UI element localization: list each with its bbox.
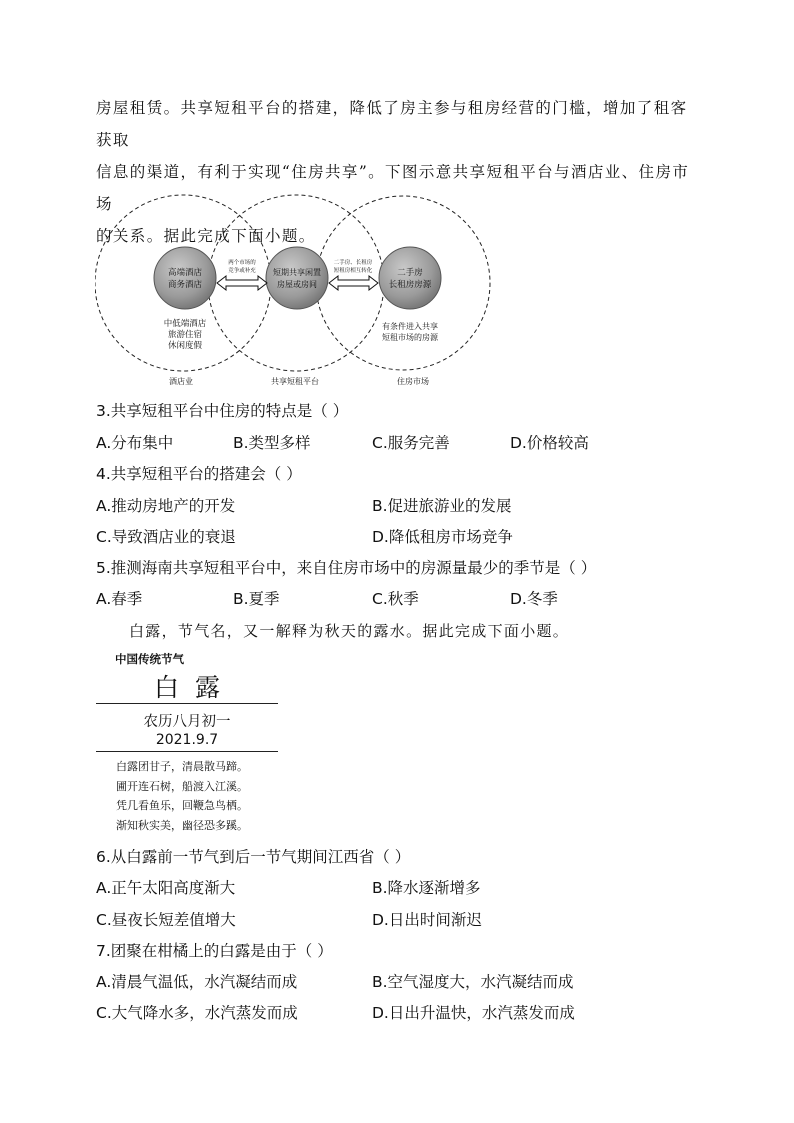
label-platform: 共享短租平台 [271,377,319,386]
relationship-diagram [95,192,495,392]
option[interactable]: D.冬季 [510,590,558,608]
question-4-stem: 4.共享短租平台的搭建会（ ） [96,465,302,483]
arrow-left-text: 两个市场的 [228,260,256,266]
poem-line: 渐知秋实美，幽径恐多蹊。 [116,818,248,832]
option[interactable]: C.大气降水多，水汽蒸发而成 [96,1004,298,1022]
card-poem [116,757,248,835]
question-3-stem: 3.共享短租平台中住房的特点是（ ） [96,402,349,420]
divider [96,703,278,704]
platform-core-text: 短期共享闲置 [273,268,321,277]
solar-term-card [96,648,278,838]
card-lunar-date: 农历八月初一 [143,714,231,730]
question-6-stem: 6.从白露前一节气到后一节气期间江西省（ ） [96,848,411,866]
option[interactable]: B.夏季 [233,590,280,608]
card-date: 2021.9.7 [155,732,219,748]
question-7-stem: 7.团聚在柑橘上的白露是由于（ ） [96,942,333,960]
card-header: 中国传统节气 [115,652,184,666]
divider [96,751,278,752]
option[interactable]: B.类型多样 [233,434,311,452]
option[interactable]: C.昼夜长短差值增大 [96,911,236,929]
option[interactable]: A.分布集中 [96,434,174,452]
platform-core [266,247,328,309]
hotel-outer-text: 中低端酒店 [163,319,207,329]
option[interactable]: A.推动房地产的开发 [96,497,236,515]
question-5-stem: 5.推测海南共享短租平台中，来自住房市场中的房源量最少的季节是（ ） [96,559,597,577]
option[interactable]: B.空气湿度大，水汽凝结而成 [372,973,574,991]
option[interactable]: A.清晨气温低，水汽凝结而成 [96,973,298,991]
option[interactable]: A.春季 [96,590,143,608]
housing-outer-text: 有条件进入共享 [382,322,438,331]
option[interactable]: C.秋季 [372,590,419,608]
platform-core-text: 房屋或房间 [277,280,317,289]
option[interactable]: D.价格较高 [510,434,589,452]
housing-core-text: 长租房房源 [388,280,432,290]
hotel-core-text: 商务酒店 [167,280,203,290]
intro-line: 信息的渠道，有利于实现“住房共享”。下图示意共享短租平台与酒店业、住房市场 [96,163,690,213]
label-housing: 住房市场 [397,377,429,386]
hotel-core-text: 高端酒店 [167,268,203,278]
double-arrow-right [329,276,378,290]
option[interactable]: D.日出升温快，水汽蒸发而成 [372,1004,575,1022]
intro-line: 房屋租赁。共享短租平台的搭建，降低了房主参与租房经营的门槛，增加了租客获取 [96,99,688,149]
hotel-core [154,247,216,309]
poem-line: 圃开连石树，船渡入江溪。 [116,779,248,793]
housing-core-text: 二手房 [397,268,423,278]
double-arrow-left [217,276,267,290]
option[interactable]: D.降低租房市场竞争 [372,528,513,546]
housing-outer-text: 短租市场的房源 [382,333,438,342]
label-hotel: 酒店业 [169,377,193,386]
intro2-text: 白露，节气名，又一解释为秋天的露水。据此完成下面小题。 [129,622,570,640]
option[interactable]: D.日出时间渐迟 [372,911,482,929]
intro-line: 的关系。据此完成下面小题。 [96,227,316,245]
housing-core [379,247,441,309]
hotel-outer-text: 休闲度假 [167,341,203,351]
option[interactable]: C.服务完善 [372,434,450,452]
hotel-outer-text: 旅游住宿 [167,330,203,340]
poem-line: 凭几看鱼乐，回鞭急鸟栖。 [116,799,248,812]
arrow-left-text: 竞争或补充 [228,268,256,274]
arrow-right-text: 二手房、长租房 [333,260,373,266]
option[interactable]: B.降水逐渐增多 [372,879,481,897]
poem-line: 白露团甘子，清晨散马蹄。 [116,760,248,773]
option[interactable]: B.促进旅游业的发展 [372,497,512,515]
arrow-right-text: 短租房相互转化 [333,268,373,274]
option[interactable]: C.导致酒店业的衰退 [96,528,236,546]
option[interactable]: A.正午太阳高度渐大 [96,879,236,897]
card-title: 白 露 [154,673,220,702]
